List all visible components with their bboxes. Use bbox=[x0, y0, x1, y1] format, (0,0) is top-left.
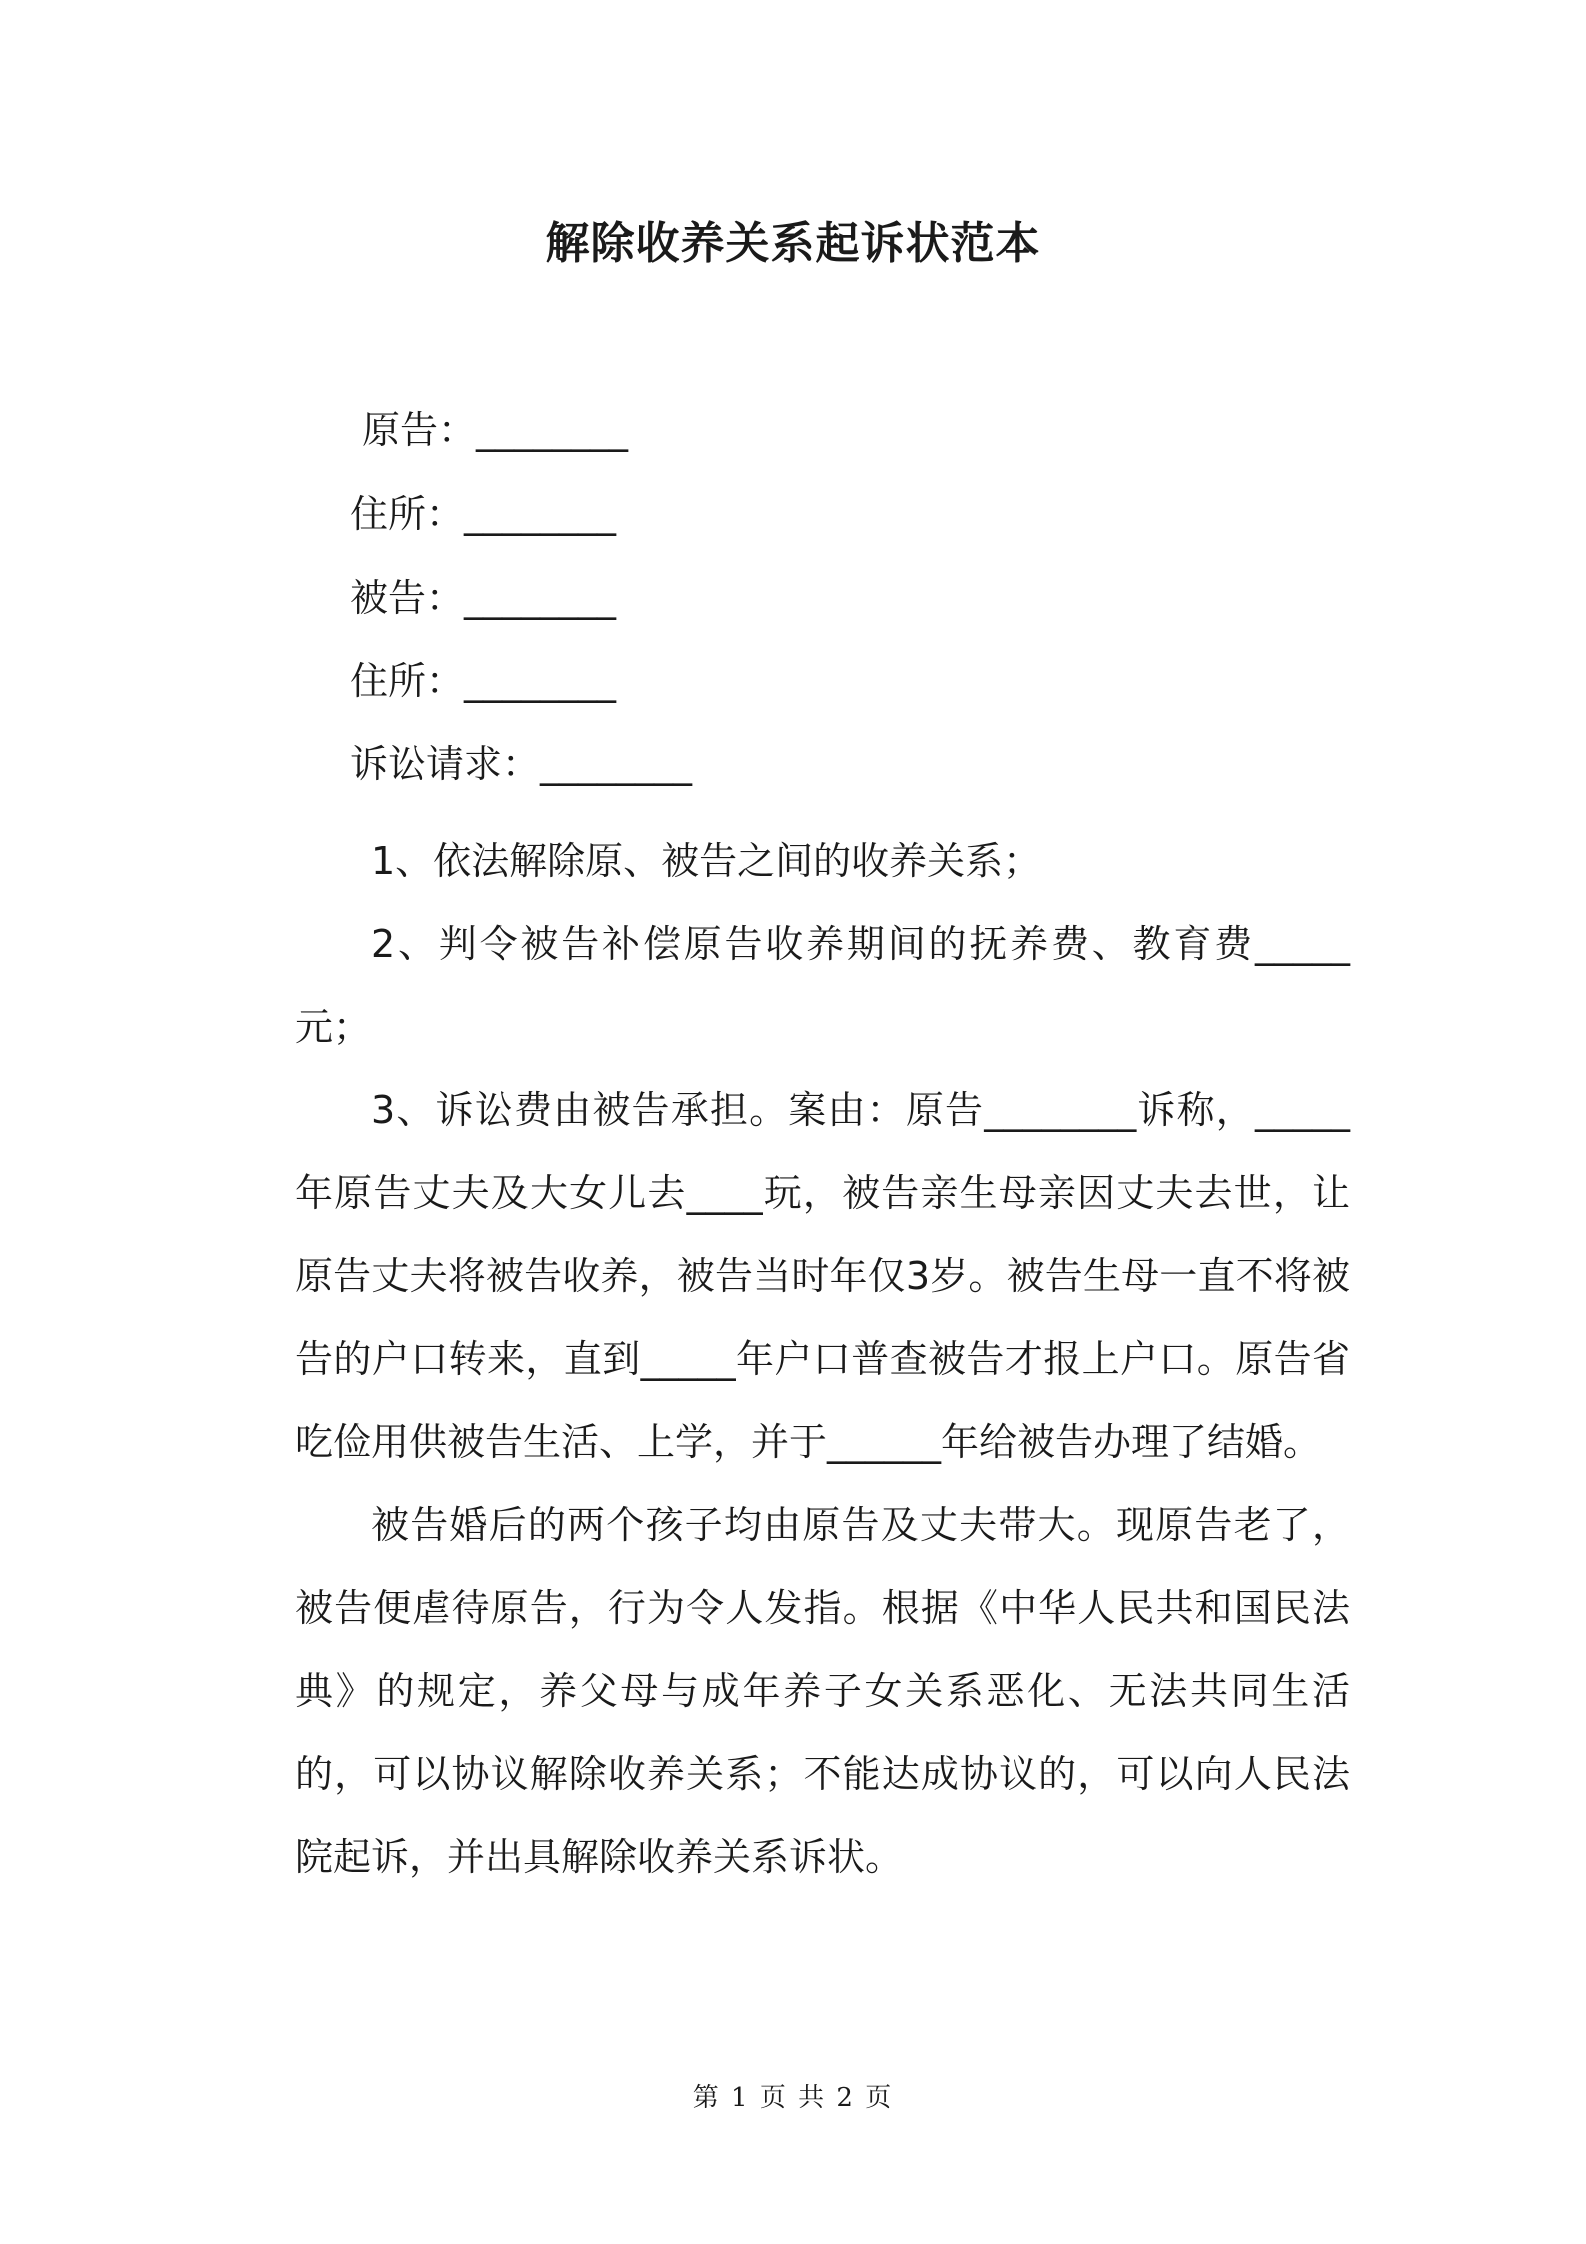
request-item-1: 1、依法解除原、被告之间的收养关系； bbox=[371, 839, 1042, 883]
defendant-address-field: 住所：________ bbox=[350, 659, 617, 703]
document-title: 解除收养关系起诉状范本 bbox=[545, 218, 1041, 269]
plaintiff-address-field: 住所：________ bbox=[350, 492, 617, 536]
request-item-3-and-facts: 3、诉讼费由被告承担。案由：原告________诉称，_____年原告丈夫及大女儿去____玩，被告亲生母亲因丈夫去世，让原告丈夫将被告收养，被告当时年仅3岁。被告生母一直不将被告的户口转来，直到_____年户口普查被告才报上户口。原告省吃俭用供被告生活、上学，并于______年给被告办理了结婚。 bbox=[295, 1088, 1350, 1464]
facts-paragraph: 被告婚后的两个孩子均由原告及丈夫带大。现原告老了，被告便虐待原告，行为令人发指。根据《中华人民共和国民法典》的规定，养父母与成年养子女关系恶化、无法共同生活的，可以协议解除收养关系；不能达成协议的，可以向人民法院起诉，并出具解除收养关系诉状。 bbox=[295, 1503, 1350, 1879]
litigation-request-field: 诉讼请求：________ bbox=[350, 742, 693, 786]
page-number-footer: 第 1 页 共 2 页 bbox=[692, 2083, 894, 2113]
document-body bbox=[295, 820, 1350, 1899]
defendant-field: 被告：________ bbox=[350, 576, 617, 620]
request-item-2: 2、判令被告补偿原告收养期间的抚养费、教育费_____元； bbox=[295, 922, 1350, 1049]
plaintiff-field: 原告：________ bbox=[362, 408, 629, 452]
